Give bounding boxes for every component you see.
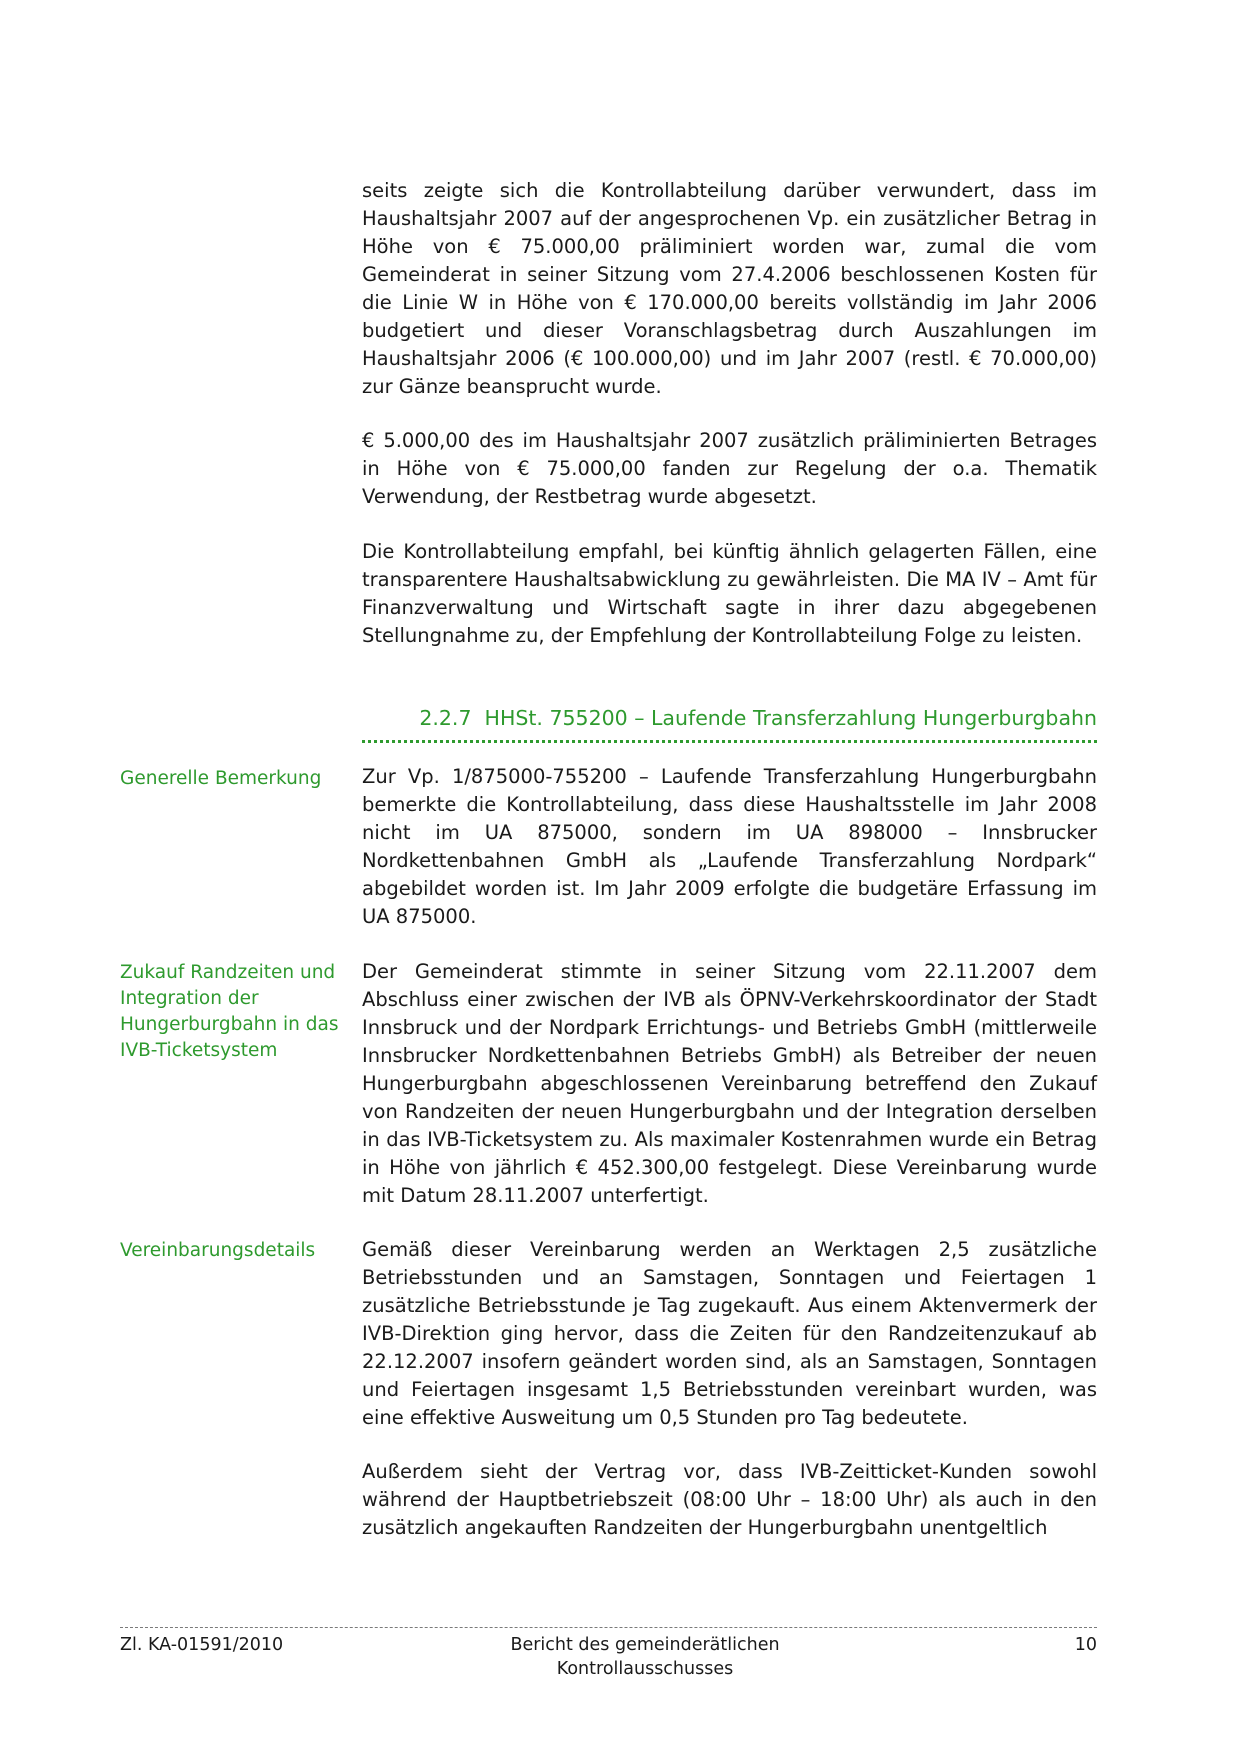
footer-divider (120, 1627, 1097, 1628)
footer-reference: Zl. KA-01591/2010 (120, 1635, 284, 1655)
paragraph-6 (362, 1236, 1097, 1432)
paragraph-text: Die Kontrollabteilung empfahl, bei künftig ähnlich gelagerten Fällen, eine transparentere Haushaltsabwicklung zu gewährleisten. Die MA IV – Amt für Finanzverwaltung und Wirtschaft sagte in ihrer dazu abgegebenen Stellungnahme zu, der Empfehlung der Kontrollabteilung Folge zu leisten. (362, 540, 1097, 647)
footer-title: Bericht des gemeinderätlichen Kontrollausschusses (510, 1635, 780, 1679)
paragraph-5 (362, 958, 1097, 1210)
section-title: HHSt. 755200 – Laufende Transferzahlung Hungerburgbahn (484, 706, 1097, 730)
paragraph-text: Gemäß dieser Vereinbarung werden an Werktagen 2,5 zusätzliche Betriebsstunden und an Samstagen, Sonntagen und Feiertagen 1 zusätzliche Betriebsstunde je Tag zugekauft. Aus einem Aktenvermerk der IVB-Direktion ging hervor, dass die Zeiten für den Randzeitenzukauf ab 22.12.2007 insofern geändert worden sind, als an Samstagen, Sonntagen und Feiertagen insgesamt 1,5 Betriebsstunden vereinbart wurden, was eine effektive Ausweitung um 0,5 Stunden pro Tag bedeutete. (362, 1238, 1097, 1429)
paragraph-text: Außerdem sieht der Vertrag vor, dass IVB-Zeitticket-Kunden sowohl während der Hauptbetriebszeit (08:00 Uhr – 18:00 Uhr) als auch in den zusätzlich angekauften Randzeiten der Hungerburgbahn unentgeltlich (362, 1460, 1097, 1539)
footer-page-number: 10 (1074, 1635, 1097, 1655)
paragraph-2 (362, 427, 1097, 511)
paragraph-text: Der Gemeinderat stimmte in seiner Sitzung vom 22.11.2007 dem Abschluss einer zwischen der IVB als ÖPNV-Verkehrskoordinator der Stadt Innsbruck und der Nordpark Errichtungs- und Betriebs GmbH (mittlerweile Innsbrucker Nordkettenbahnen Betriebs GmbH) als Betreiber der neuen Hungerburgbahn abgeschlossenen Vereinbarung betreffend den Zukauf von Randzeiten der neuen Hungerburgbahn und der Integration derselben in das IVB-Ticketsystem zu. Als maximaler Kostenrahmen wurde ein Betrag in Höhe von jährlich € 452.300,00 festgelegt. Diese Vereinbarung wurde mit Datum 28.11.2007 unterfertigt. (362, 960, 1097, 1207)
section-number: 2.2.7 (419, 706, 472, 730)
margin-note-agreement-details: Vereinbarungsdetails (120, 1240, 316, 1261)
section-heading (362, 704, 1097, 743)
paragraph-4 (362, 763, 1097, 931)
paragraph-text: seits zeigte sich die Kontrollabteilung darüber verwundert, dass im Haushaltsjahr 2007 auf der angesprochenen Vp. ein zusätzlicher Betrag in Höhe von € 75.000,00 präliminiert worden war, zumal die vom Gemeinderat in seiner Sitzung vom 27.4.2006 beschlossenen Kosten für die Linie W in Höhe von € 170.000,00 bereits vollständig im Jahr 2006 budgetiert und dieser Voranschlagsbetrag durch Auszahlungen im Haushaltsjahr 2006 (€ 100.000,00) und im Jahr 2007 (restl. € 70.000,00) zur Gänze beansprucht wurde. (362, 179, 1097, 398)
paragraph-text: € 5.000,00 des im Haushaltsjahr 2007 zusätzlich präliminierten Betrages in Höhe von € 75.000,00 fanden zur Regelung der o.a. Thematik Verwendung, der Restbetrag wurde abgesetzt. (362, 429, 1097, 508)
margin-note-general-remark: Generelle Bemerkung (120, 768, 322, 789)
paragraph-text: Zur Vp. 1/875000-755200 – Laufende Transferzahlung Hungerburgbahn bemerkte die Kontrollabteilung, dass diese Haushaltsstelle im Jahr 2008 nicht im UA 875000, sondern im UA 898000 – Innsbrucker Nordkettenbahnen GmbH als „Laufende Transferzahlung Nordpark“ abgebildet worden ist. Im Jahr 2009 erfolgte die budgetäre Erfassung im UA 875000. (362, 765, 1097, 928)
paragraph-3 (362, 538, 1097, 650)
margin-note-additional-hours: Zukauf Randzeiten und Integration der Hungerburgbahn in das IVB-Ticketsystem (120, 962, 339, 1061)
paragraph-7 (362, 1458, 1097, 1542)
paragraph-1 (362, 177, 1097, 401)
